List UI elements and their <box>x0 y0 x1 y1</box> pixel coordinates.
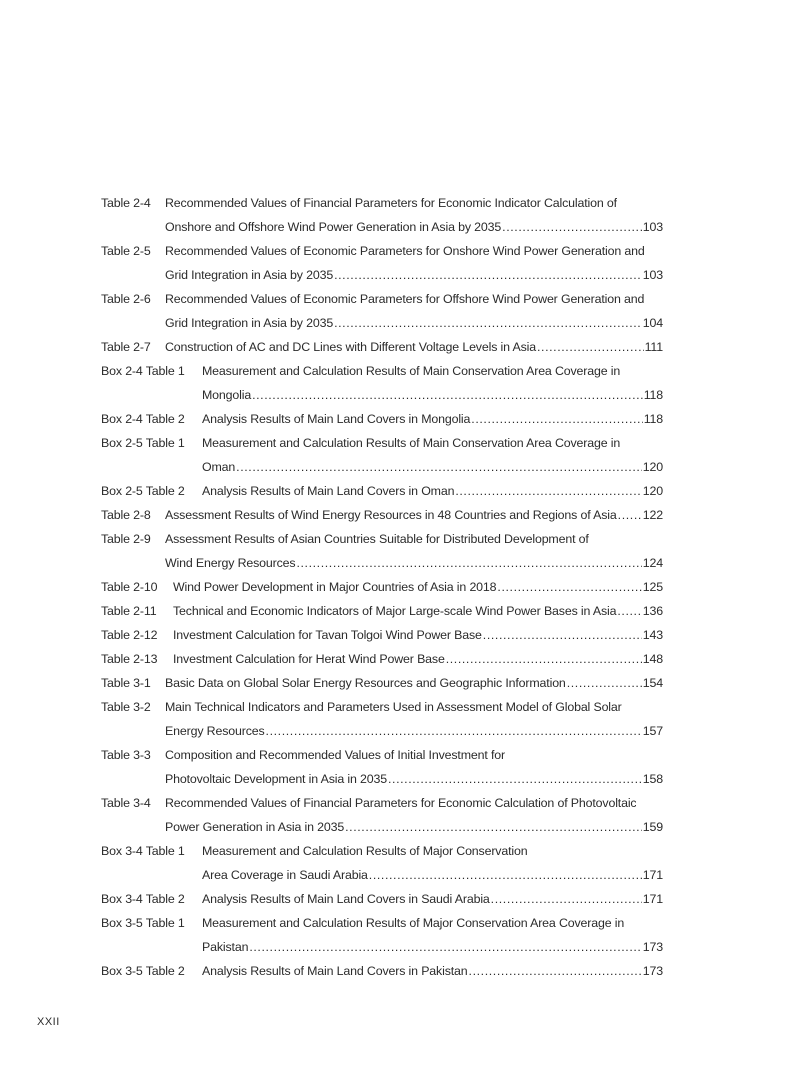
toc-entry[interactable] <box>101 575 663 599</box>
toc-title-with-leader <box>165 815 663 839</box>
toc-entry-label: Table 2-12 <box>101 628 158 642</box>
toc-title-text: Area Coverage in Saudi Arabia <box>202 868 368 882</box>
dot-leader <box>249 935 641 959</box>
toc-page-number[interactable]: 118 <box>643 412 663 426</box>
toc-entry[interactable] <box>101 887 663 911</box>
dot-leader <box>502 215 642 239</box>
toc-entry-continuation <box>101 263 663 287</box>
toc-title-with-leader <box>202 959 663 983</box>
toc-title-text: Recommended Values of Economic Parameters for Onshore Wind Power Generation and <box>165 244 645 258</box>
toc-page-number[interactable]: 120 <box>642 460 663 474</box>
toc-entry-label: Table 3-3 <box>101 748 151 762</box>
toc-title-with-leader <box>202 479 663 503</box>
toc-title-text: Analysis Results of Main Land Covers in Oman <box>202 484 455 498</box>
toc-title-text: Wind Power Development in Major Countries of Asia in 2018 <box>173 580 497 594</box>
toc-title-text: Measurement and Calculation Results of Major Conservation Area Coverage in <box>202 916 625 930</box>
toc-title-text: Main Technical Indicators and Parameters Used in Assessment Model of Global Solar <box>165 700 622 714</box>
dot-leader <box>266 719 642 743</box>
toc-entry-line <box>101 887 663 911</box>
toc-entry[interactable] <box>101 479 663 503</box>
toc-page-number[interactable]: 103 <box>642 268 663 282</box>
toc-title-text: Basic Data on Global Solar Energy Resources and Geographic Information <box>165 676 566 690</box>
toc-entry-label: Table 3-4 <box>101 796 151 810</box>
dot-leader <box>455 479 641 503</box>
toc-entry-continuation <box>101 935 663 959</box>
toc-entry-line <box>101 671 663 695</box>
toc-entry-line <box>101 335 663 359</box>
toc-page-number[interactable]: 122 <box>642 508 663 522</box>
toc-entry-label: Table 2-9 <box>101 532 151 546</box>
toc-title-text: Composition and Recommended Values of Initial Investment for <box>165 748 505 762</box>
toc-title-with-leader <box>173 599 663 623</box>
toc-title-text: Assessment Results of Asian Countries Suitable for Distributed Development of <box>165 532 589 546</box>
dot-leader <box>345 815 642 839</box>
dot-leader <box>618 503 642 527</box>
toc-entry[interactable] <box>101 287 663 335</box>
dot-leader <box>483 623 642 647</box>
toc-entry[interactable] <box>101 791 663 839</box>
toc-title-with-leader <box>202 407 663 431</box>
toc-title-with-leader <box>165 215 663 239</box>
toc-title-text: Recommended Values of Financial Parameters for Economic Indicator Calculation of <box>165 196 617 210</box>
toc-entry-continuation <box>101 551 663 575</box>
toc-entry-label: Box 3-5 Table 1 <box>101 916 185 930</box>
toc-entry-label: Table 2-6 <box>101 292 151 306</box>
toc-entry[interactable] <box>101 431 663 479</box>
toc-entry-line <box>101 575 663 599</box>
toc-entry-line <box>101 623 663 647</box>
toc-title-with-leader <box>173 575 663 599</box>
toc-entry[interactable] <box>101 647 663 671</box>
toc-page-number[interactable]: 173 <box>642 964 663 978</box>
toc-entry[interactable] <box>101 839 663 887</box>
toc-entry-continuation <box>101 311 663 335</box>
toc-entry-line <box>101 647 663 671</box>
toc-entry-line <box>101 743 663 767</box>
toc-title-text: Photovoltaic Development in Asia in 2035 <box>165 772 387 786</box>
toc-title-text: Measurement and Calculation Results of Major Conservation <box>202 844 528 858</box>
dot-leader <box>491 887 642 911</box>
dot-leader <box>334 263 642 287</box>
toc-page-number[interactable]: 136 <box>642 604 663 618</box>
toc-entry-line <box>101 911 663 935</box>
toc-entry-continuation <box>101 815 663 839</box>
toc-entry-line <box>101 839 663 863</box>
dot-leader <box>369 863 642 887</box>
toc-title-with-leader <box>165 503 663 527</box>
toc-entry[interactable] <box>101 743 663 791</box>
toc-entry-label: Table 2-7 <box>101 340 151 354</box>
toc-title-text: Grid Integration in Asia by 2035 <box>165 268 334 282</box>
toc-title-with-leader <box>165 311 663 335</box>
toc-entry-line <box>101 599 663 623</box>
toc-entry[interactable] <box>101 407 663 431</box>
toc-title-text: Assessment Results of Wind Energy Resources in 48 Countries and Regions of Asia <box>165 508 617 522</box>
toc-entry-line <box>101 431 663 455</box>
toc-entry[interactable] <box>101 599 663 623</box>
dot-leader <box>334 311 642 335</box>
toc-entry[interactable] <box>101 335 663 359</box>
toc-entry-line <box>101 239 663 263</box>
toc-entry-label: Box 2-5 Table 1 <box>101 436 185 450</box>
toc-title-text: Mongolia <box>202 388 252 402</box>
toc-page-number[interactable]: 148 <box>642 652 663 666</box>
toc-entry-continuation <box>101 455 663 479</box>
toc-title-text: Recommended Values of Financial Parameters for Economic Calculation of Photovoltaic <box>165 796 637 810</box>
toc-page-number[interactable]: 103 <box>642 220 663 234</box>
toc-entry-label: Box 2-4 Table 1 <box>101 364 185 378</box>
toc-title-text: Power Generation in Asia in 2035 <box>165 820 345 834</box>
toc-entry-label: Table 2-13 <box>101 652 158 666</box>
list-of-tables <box>101 191 663 983</box>
dot-leader <box>296 551 641 575</box>
toc-page-number[interactable]: 125 <box>642 580 663 594</box>
toc-title-with-leader <box>165 719 663 743</box>
toc-entry-label: Table 2-4 <box>101 196 151 210</box>
dot-leader <box>236 455 642 479</box>
toc-title-text: Wind Energy Resources <box>165 556 296 570</box>
toc-page-number[interactable]: 159 <box>642 820 663 834</box>
toc-title-with-leader <box>165 551 663 575</box>
toc-page-number[interactable]: 118 <box>643 388 663 402</box>
toc-title-text: Investment Calculation for Tavan Tolgoi Wind Power Base <box>173 628 482 642</box>
dot-leader <box>471 407 642 431</box>
toc-entry-continuation <box>101 383 663 407</box>
dot-leader <box>469 959 642 983</box>
toc-entry-label: Table 2-10 <box>101 580 158 594</box>
toc-entry-label: Box 2-4 Table 2 <box>101 412 185 426</box>
toc-page-number[interactable]: 111 <box>644 340 663 354</box>
toc-entry[interactable] <box>101 959 663 983</box>
dot-leader <box>388 767 642 791</box>
dot-leader <box>537 335 644 359</box>
toc-title-text: Analysis Results of Main Land Covers in Saudi Arabia <box>202 892 490 906</box>
toc-entry-line <box>101 503 663 527</box>
toc-entry[interactable] <box>101 911 663 959</box>
dot-leader <box>617 599 641 623</box>
toc-entry-line <box>101 791 663 815</box>
toc-page-number[interactable]: 171 <box>642 892 663 906</box>
toc-entry[interactable] <box>101 623 663 647</box>
toc-entry[interactable] <box>101 239 663 287</box>
toc-title-with-leader <box>202 887 663 911</box>
toc-entry-label: Table 2-5 <box>101 244 151 258</box>
toc-title-text: Technical and Economic Indicators of Major Large-scale Wind Power Bases in Asia <box>173 604 617 618</box>
toc-entry-line <box>101 191 663 215</box>
toc-page-number[interactable]: 158 <box>642 772 663 786</box>
toc-entry-continuation <box>101 215 663 239</box>
toc-entry-line <box>101 695 663 719</box>
toc-title-text: Onshore and Offshore Wind Power Generation in Asia by 2035 <box>165 220 502 234</box>
toc-page-number[interactable]: 171 <box>642 868 663 882</box>
toc-entry-label: Table 2-8 <box>101 508 151 522</box>
toc-title-text: Measurement and Calculation Results of Main Conservation Area Coverage in <box>202 364 621 378</box>
toc-page-number[interactable]: 120 <box>642 484 663 498</box>
toc-page-number[interactable]: 157 <box>642 724 663 738</box>
toc-title-with-leader <box>165 767 663 791</box>
toc-title-text: Analysis Results of Main Land Covers in Pakistan <box>202 964 468 978</box>
toc-entry-line <box>101 407 663 431</box>
toc-title-text: Construction of AC and DC Lines with Different Voltage Levels in Asia <box>165 340 536 354</box>
toc-entry-label: Table 3-2 <box>101 700 151 714</box>
toc-title-text: Energy Resources <box>165 724 265 738</box>
toc-page-number[interactable]: 124 <box>642 556 663 570</box>
toc-title-with-leader <box>165 263 663 287</box>
toc-entry-label: Table 2-11 <box>101 604 157 618</box>
toc-entry[interactable] <box>101 695 663 743</box>
toc-title-text: Grid Integration in Asia by 2035 <box>165 316 334 330</box>
toc-entry-label: Box 2-5 Table 2 <box>101 484 185 498</box>
toc-entry-continuation <box>101 719 663 743</box>
toc-entry-line <box>101 959 663 983</box>
toc-entry-line <box>101 479 663 503</box>
toc-title-text: Measurement and Calculation Results of Main Conservation Area Coverage in <box>202 436 621 450</box>
toc-entry[interactable] <box>101 671 663 695</box>
toc-title-text: Pakistan <box>202 940 249 954</box>
toc-entry[interactable] <box>101 527 663 575</box>
toc-page-number[interactable]: 173 <box>642 940 663 954</box>
toc-title-with-leader <box>173 647 663 671</box>
toc-title-with-leader <box>202 935 663 959</box>
toc-entry-line <box>101 287 663 311</box>
toc-title-with-leader <box>165 671 663 695</box>
page-number-footer: XXII <box>37 1016 60 1028</box>
toc-title-with-leader <box>202 455 663 479</box>
toc-title-with-leader <box>173 623 663 647</box>
dot-leader <box>567 671 642 695</box>
toc-title-text: Oman <box>202 460 236 474</box>
toc-title-with-leader <box>202 383 663 407</box>
toc-entry-line <box>101 359 663 383</box>
toc-entry-label: Box 3-5 Table 2 <box>101 964 185 978</box>
toc-title-text: Recommended Values of Economic Parameters for Offshore Wind Power Generation and <box>165 292 645 306</box>
toc-entry-continuation <box>101 863 663 887</box>
dot-leader <box>252 383 643 407</box>
toc-entry-label: Table 3-1 <box>101 676 151 690</box>
toc-page-number[interactable]: 143 <box>642 628 663 642</box>
toc-title-text: Investment Calculation for Herat Wind Power Base <box>173 652 445 666</box>
toc-entry-label: Box 3-4 Table 2 <box>101 892 185 906</box>
toc-title-text: Analysis Results of Main Land Covers in Mongolia <box>202 412 471 426</box>
toc-page-number[interactable]: 104 <box>642 316 663 330</box>
toc-entry-line <box>101 527 663 551</box>
toc-title-with-leader <box>165 335 663 359</box>
toc-entry[interactable] <box>101 359 663 407</box>
toc-entry-label: Box 3-4 Table 1 <box>101 844 185 858</box>
toc-page-number[interactable]: 154 <box>642 676 663 690</box>
dot-leader <box>446 647 642 671</box>
toc-entry[interactable] <box>101 503 663 527</box>
dot-leader <box>497 575 641 599</box>
toc-entry-continuation <box>101 767 663 791</box>
toc-entry[interactable] <box>101 191 663 239</box>
toc-title-with-leader <box>202 863 663 887</box>
